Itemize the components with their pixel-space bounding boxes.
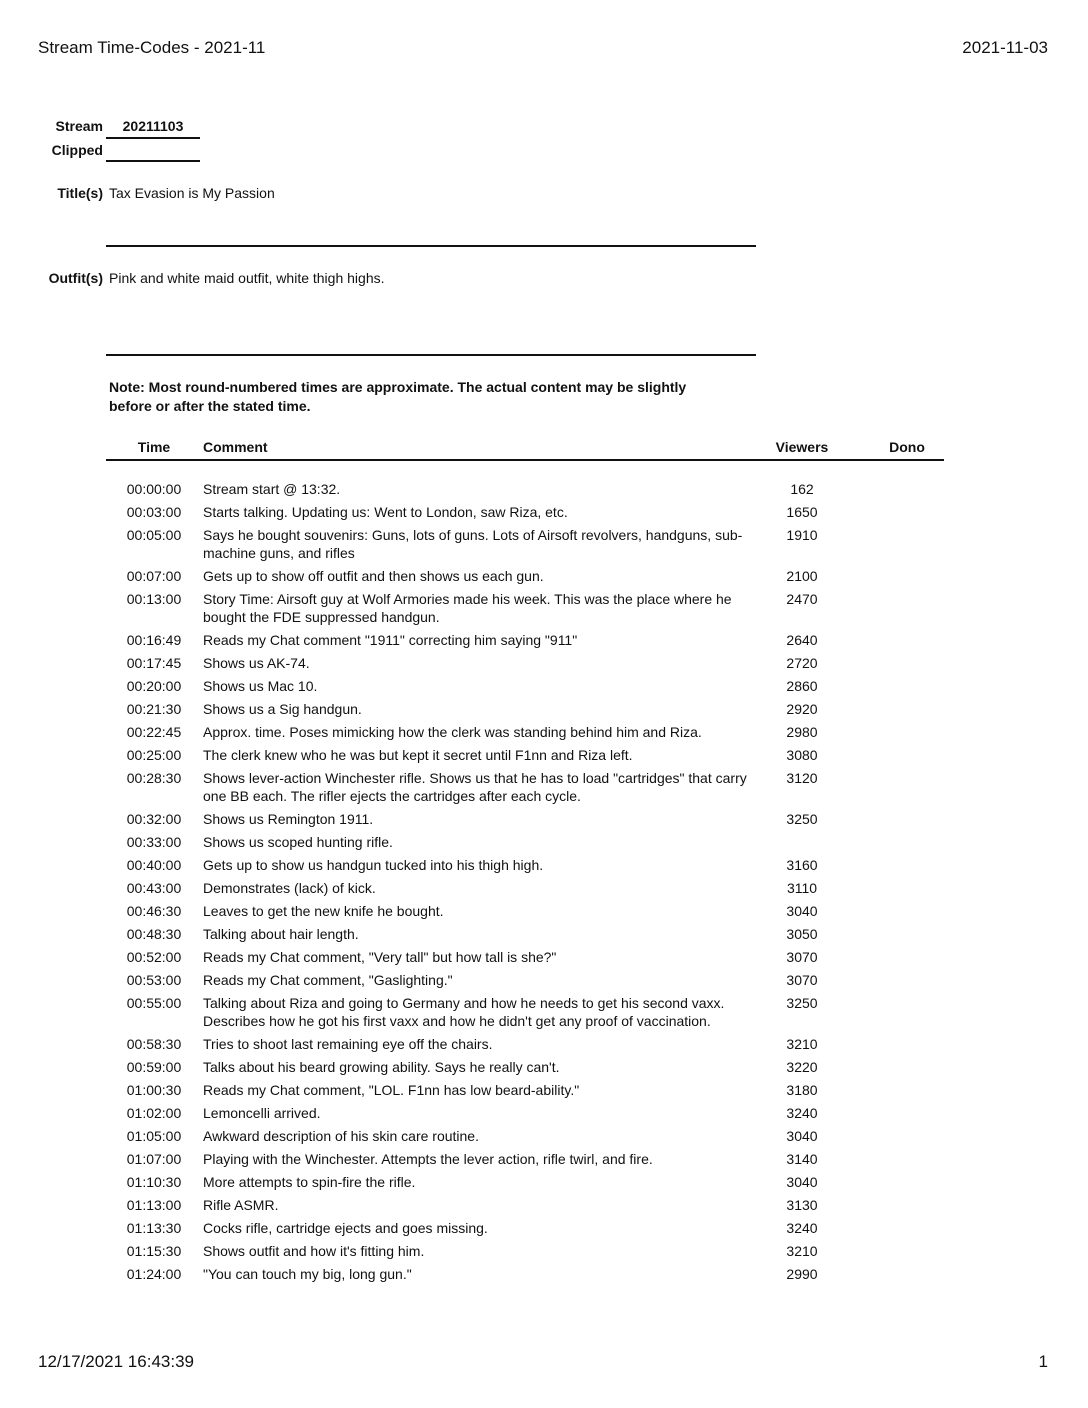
comment-cell: "You can touch my big, long gun." xyxy=(203,1266,412,1282)
viewers-cell: 2990 xyxy=(786,1266,818,1282)
table-row xyxy=(0,1150,1088,1173)
table-row xyxy=(0,1242,1088,1265)
comment-cell: Shows us AK-74. xyxy=(203,655,310,671)
comment-cell: Playing with the Winchester. Attempts the lever action, rifle twirl, and fire. xyxy=(203,1151,653,1167)
column-header-time: Time xyxy=(137,439,171,455)
timecode-table-body xyxy=(0,480,1088,1288)
time-cell: 01:24:00 xyxy=(126,1266,182,1282)
comment-cell: Leaves to get the new knife he bought. xyxy=(203,903,444,919)
comment-cell: Cocks rifle, cartridge ejects and goes missing. xyxy=(203,1220,488,1236)
time-cell: 00:52:00 xyxy=(126,949,182,965)
column-header-dono: Dono xyxy=(889,439,925,455)
comment-cell: Starts talking. Updating us: Went to London, saw Riza, etc. xyxy=(203,504,568,520)
table-row xyxy=(0,503,1088,526)
time-cell: 01:13:30 xyxy=(126,1220,182,1236)
table-header-rule xyxy=(106,459,944,461)
viewers-cell: 3110 xyxy=(786,880,818,896)
comment-cell: Tries to shoot last remaining eye off the chairs. xyxy=(203,1036,493,1052)
comment-cell: Talks about his beard growing ability. Says he really can't. xyxy=(203,1059,560,1075)
page-number: 1 xyxy=(1038,1352,1048,1371)
time-cell: 01:02:00 xyxy=(126,1105,182,1121)
time-cell: 00:28:30 xyxy=(126,770,182,786)
time-cell: 00:48:30 xyxy=(126,926,182,942)
viewers-cell: 2920 xyxy=(786,701,818,717)
outfits-underline xyxy=(106,354,756,356)
viewers-cell: 3120 xyxy=(786,770,818,786)
table-row xyxy=(0,723,1088,746)
table-row xyxy=(0,925,1088,948)
comment-cell: Reads my Chat comment, "Gaslighting." xyxy=(203,972,453,988)
table-row xyxy=(0,1196,1088,1219)
time-cell: 00:00:00 xyxy=(126,481,182,497)
table-row xyxy=(0,677,1088,700)
comment-cell: Talking about Riza and going to Germany and how he needs to get his second vaxx. Describes how he got his first vaxx and how he didn't get any proof of vaccination. xyxy=(203,995,725,1029)
viewers-cell: 3210 xyxy=(786,1036,818,1052)
time-cell: 00:21:30 xyxy=(126,701,182,717)
time-cell: 00:05:00 xyxy=(126,527,182,543)
viewers-cell: 2980 xyxy=(786,724,818,740)
viewers-cell: 2860 xyxy=(786,678,818,694)
comment-cell: Lemoncelli arrived. xyxy=(203,1105,321,1121)
time-cell: 00:03:00 xyxy=(126,504,182,520)
time-cell: 00:32:00 xyxy=(126,811,182,827)
viewers-cell: 3160 xyxy=(786,857,818,873)
comment-cell: Story Time: Airsoft guy at Wolf Armories made his week. This was the place where he bought the FDE suppressed handgun. xyxy=(203,591,732,625)
time-cell: 00:07:00 xyxy=(126,568,182,584)
clipped-underline xyxy=(106,160,200,162)
comment-cell: Reads my Chat comment "1911" correcting him saying "911" xyxy=(203,632,578,648)
time-cell: 00:43:00 xyxy=(126,880,182,896)
table-row xyxy=(0,567,1088,590)
time-cell: 00:25:00 xyxy=(126,747,182,763)
titles-label: Title(s) xyxy=(57,185,103,201)
viewers-cell: 1910 xyxy=(786,527,818,543)
time-cell: 00:46:30 xyxy=(126,903,182,919)
time-cell: 01:05:00 xyxy=(126,1128,182,1144)
time-cell: 01:10:30 xyxy=(126,1174,182,1190)
viewers-cell: 3040 xyxy=(786,1128,818,1144)
time-cell: 00:55:00 xyxy=(126,995,182,1011)
comment-cell: Reads my Chat comment, "Very tall" but how tall is she?" xyxy=(203,949,557,965)
stream-value: 20211103 xyxy=(122,118,184,134)
table-row xyxy=(0,971,1088,994)
time-cell: 00:40:00 xyxy=(126,857,182,873)
comment-cell: The clerk knew who he was but kept it secret until F1nn and Riza left. xyxy=(203,747,633,763)
time-cell: 00:33:00 xyxy=(126,834,182,850)
time-cell: 00:13:00 xyxy=(126,591,182,607)
comment-cell: Shows us a Sig handgun. xyxy=(203,701,362,717)
viewers-cell: 3140 xyxy=(786,1151,818,1167)
outfits-label: Outfit(s) xyxy=(48,270,103,286)
viewers-cell: 2100 xyxy=(786,568,818,584)
time-cell: 00:53:00 xyxy=(126,972,182,988)
viewers-cell: 3250 xyxy=(786,811,818,827)
comment-cell: Shows outfit and how it's fitting him. xyxy=(203,1243,425,1259)
viewers-cell: 3240 xyxy=(786,1220,818,1236)
comment-cell: Shows us scoped hunting rifle. xyxy=(203,834,393,850)
table-row xyxy=(0,654,1088,677)
viewers-cell: 3070 xyxy=(786,949,818,965)
viewers-cell: 3040 xyxy=(786,903,818,919)
outfits-value: Pink and white maid outfit, white thigh highs. xyxy=(109,270,385,286)
column-header-viewers: Viewers xyxy=(775,439,829,455)
comment-cell: Demonstrates (lack) of kick. xyxy=(203,880,376,896)
table-row xyxy=(0,590,1088,631)
table-row xyxy=(0,1265,1088,1288)
table-row xyxy=(0,1104,1088,1127)
document-title: Stream Time-Codes - 2021-11 xyxy=(38,38,266,57)
time-cell: 01:13:00 xyxy=(126,1197,182,1213)
table-row xyxy=(0,994,1088,1035)
viewers-cell: 1650 xyxy=(786,504,818,520)
table-row xyxy=(0,1035,1088,1058)
viewers-cell: 3240 xyxy=(786,1105,818,1121)
table-row xyxy=(0,1058,1088,1081)
comment-cell: Awkward description of his skin care routine. xyxy=(203,1128,479,1144)
time-cell: 01:07:00 xyxy=(126,1151,182,1167)
table-row xyxy=(0,810,1088,833)
comment-cell: More attempts to spin-fire the rifle. xyxy=(203,1174,416,1190)
comment-cell: Shows lever-action Winchester rifle. Shows us that he has to load "cartridges" that carry one BB each. The rifler ejects the cartridges after each cycle. xyxy=(203,770,747,804)
column-header-comment: Comment xyxy=(203,439,268,455)
comment-cell: Talking about hair length. xyxy=(203,926,359,942)
time-cell: 01:15:30 xyxy=(126,1243,182,1259)
table-row xyxy=(0,948,1088,971)
viewers-cell: 162 xyxy=(790,481,814,497)
clipped-label: Clipped xyxy=(51,142,103,158)
time-cell: 00:16:49 xyxy=(126,632,182,648)
table-row xyxy=(0,769,1088,810)
comment-cell: Rifle ASMR. xyxy=(203,1197,279,1213)
comment-cell: Gets up to show us handgun tucked into his thigh high. xyxy=(203,857,544,873)
approximation-note: Note: Most round-numbered times are approximate. The actual content may be slightly before or after the stated time. xyxy=(109,379,687,414)
table-row xyxy=(0,1081,1088,1104)
table-row xyxy=(0,1127,1088,1150)
table-row xyxy=(0,631,1088,654)
viewers-cell: 3050 xyxy=(786,926,818,942)
viewers-cell: 3250 xyxy=(786,995,818,1011)
table-row xyxy=(0,1173,1088,1196)
time-cell: 00:22:45 xyxy=(126,724,182,740)
table-row xyxy=(0,480,1088,503)
table-row xyxy=(0,902,1088,925)
comment-cell: Approx. time. Poses mimicking how the clerk was standing behind him and Riza. xyxy=(203,724,702,740)
table-row xyxy=(0,746,1088,769)
comment-cell: Reads my Chat comment, "LOL. F1nn has low beard-ability." xyxy=(203,1082,580,1098)
comment-cell: Shows us Remington 1911. xyxy=(203,811,374,827)
viewers-cell: 3070 xyxy=(786,972,818,988)
table-row xyxy=(0,856,1088,879)
viewers-cell: 3220 xyxy=(786,1059,818,1075)
table-row xyxy=(0,879,1088,902)
table-row xyxy=(0,1219,1088,1242)
viewers-cell: 3210 xyxy=(786,1243,818,1259)
comment-cell: Gets up to show off outfit and then shows us each gun. xyxy=(203,568,544,584)
viewers-cell: 2470 xyxy=(786,591,818,607)
table-row xyxy=(0,833,1088,856)
comment-cell: Stream start @ 13:32. xyxy=(203,481,341,497)
print-timestamp: 12/17/2021 16:43:39 xyxy=(38,1352,194,1371)
time-cell: 00:17:45 xyxy=(126,655,182,671)
table-row xyxy=(0,700,1088,723)
comment-cell: Says he bought souvenirs: Guns, lots of guns. Lots of Airsoft revolvers, handguns, sub-machine guns, and rifles xyxy=(203,527,743,561)
viewers-cell: 3040 xyxy=(786,1174,818,1190)
document-date: 2021-11-03 xyxy=(962,38,1048,57)
time-cell: 00:20:00 xyxy=(126,678,182,694)
titles-value: Tax Evasion is My Passion xyxy=(109,185,275,201)
viewers-cell: 3130 xyxy=(786,1197,818,1213)
comment-cell: Shows us Mac 10. xyxy=(203,678,318,694)
viewers-cell: 2720 xyxy=(786,655,818,671)
viewers-cell: 2640 xyxy=(786,632,818,648)
stream-label: Stream xyxy=(55,118,103,134)
stream-underline xyxy=(106,137,200,139)
table-row xyxy=(0,526,1088,567)
viewers-cell: 3080 xyxy=(786,747,818,763)
time-cell: 00:58:30 xyxy=(126,1036,182,1052)
time-cell: 01:00:30 xyxy=(126,1082,182,1098)
time-cell: 00:59:00 xyxy=(126,1059,182,1075)
viewers-cell: 3180 xyxy=(786,1082,818,1098)
titles-underline xyxy=(106,245,756,247)
